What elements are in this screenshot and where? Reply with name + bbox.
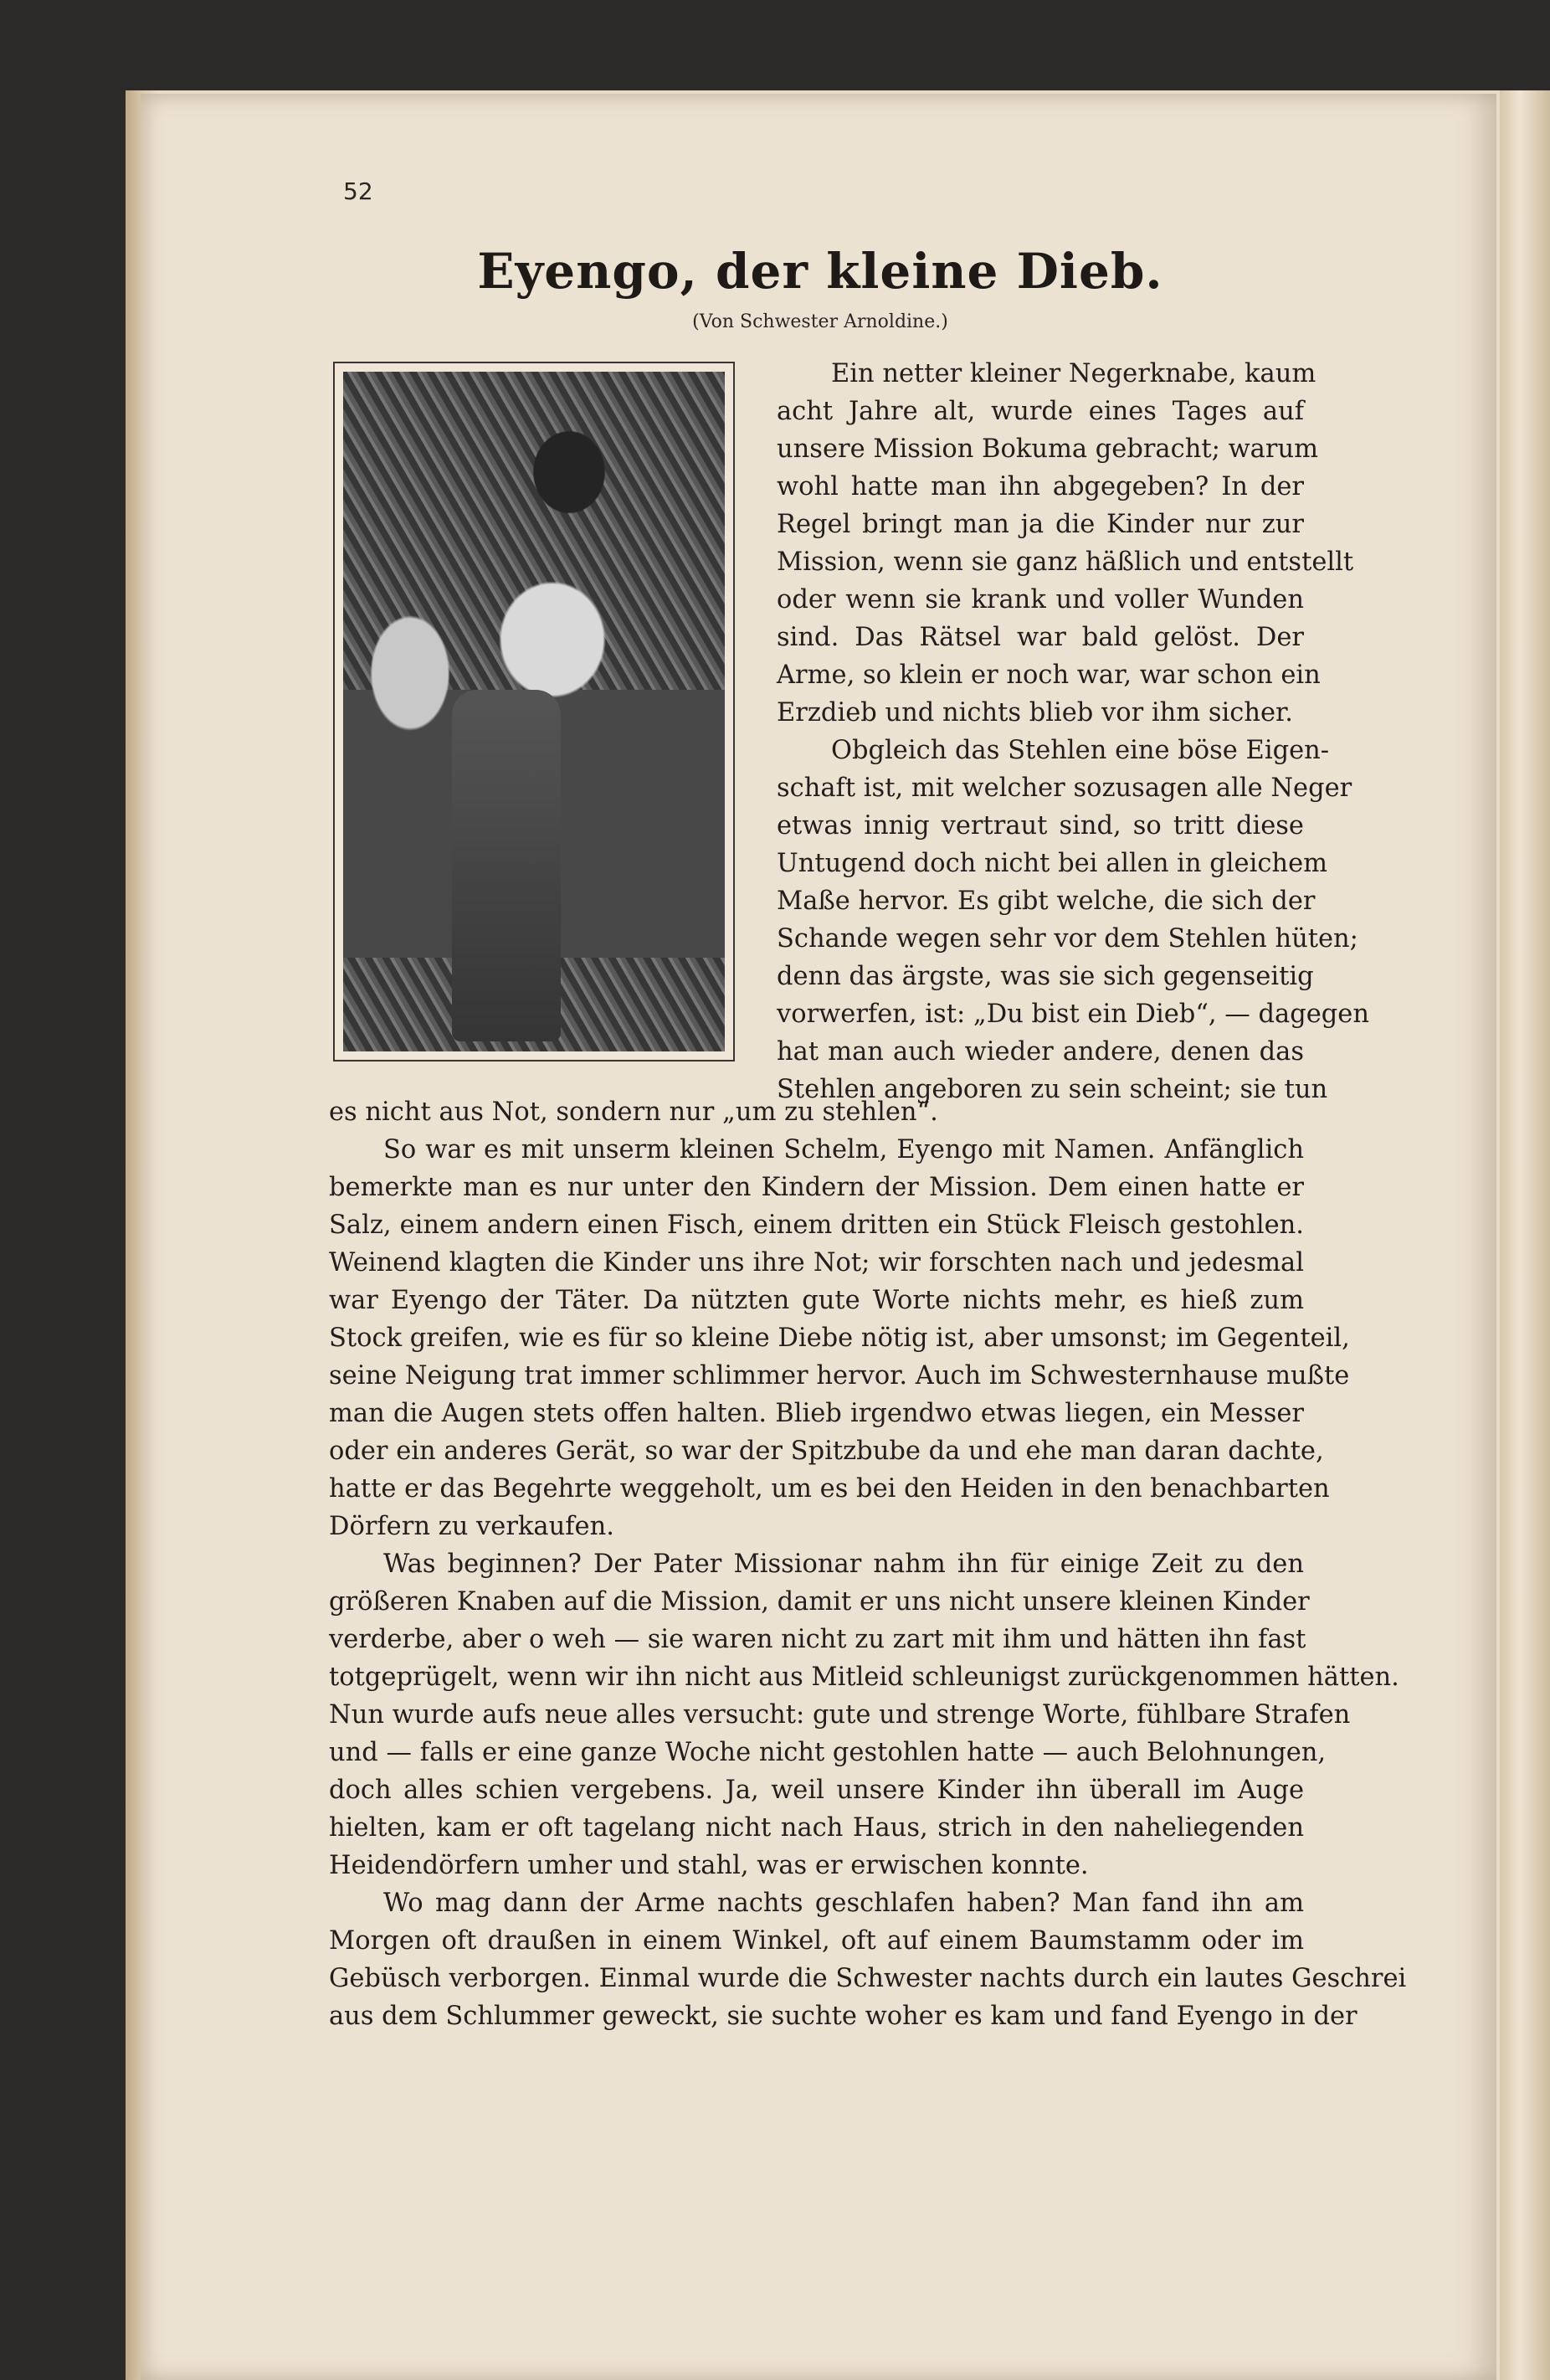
text-line: denn das ärgste, was sie sich gegenseitig — [777, 962, 1314, 991]
text-line: totgeprügelt, wenn wir ihn nicht aus Mitleid schleunigst zurückgenommen hätten. — [329, 1663, 1399, 1692]
text-line: Heidendörfern umher und stahl, was er erwischen konnte. — [329, 1851, 1089, 1880]
next-page-edge — [1500, 90, 1550, 2380]
text-line: Dörfern zu verkaufen. — [329, 1512, 614, 1541]
text-line: Ein netter kleiner Negerknabe, kaum — [831, 359, 1316, 388]
photo-frame — [333, 362, 735, 1061]
text-line: doch alles schien vergebens. Ja, weil unsere Kinder ihn überall im Auge — [329, 1776, 1304, 1805]
text-line: etwas innig vertraut sind, so tritt diese — [777, 811, 1304, 840]
text-line: Stock greifen, wie es für so kleine Diebe nötig ist, aber umsonst; im Gegenteil, — [329, 1324, 1350, 1353]
text-line: war Eyengo der Täter. Da nützten gute Worte nichts mehr, es hieß zum — [329, 1286, 1304, 1315]
text-line: aus dem Schlummer geweckt, sie suchte woher es kam und fand Eyengo in der — [329, 2002, 1358, 2031]
text-line: Was beginnen? Der Pater Missionar nahm ihn für einige Zeit zu den — [383, 1550, 1304, 1579]
text-line: Arme, so klein er noch war, war schon ein — [777, 661, 1321, 690]
text-line: Regel bringt man ja die Kinder nur zur — [777, 510, 1304, 539]
text-line: So war es mit unserm kleinen Schelm, Eyengo mit Namen. Anfänglich — [383, 1135, 1304, 1164]
text-line: Obgleich das Stehlen eine böse Eigen- — [831, 736, 1330, 765]
text-line: Schande wegen sehr vor dem Stehlen hüten; — [777, 924, 1358, 954]
text-line: acht Jahre alt, wurde eines Tages auf — [777, 397, 1304, 426]
text-line: hatte er das Begehrte weggeholt, um es bei den Heiden in den benachbarten — [329, 1474, 1330, 1504]
text-line: größeren Knaben auf die Mission, damit er uns nicht unsere kleinen Kinder — [329, 1587, 1310, 1617]
photograph-of-boy-icon — [343, 372, 725, 1051]
text-line: wohl hatte man ihn abgegeben? In der — [777, 472, 1304, 501]
text-line: Untugend doch nicht bei allen in gleichem — [777, 849, 1328, 878]
text-line: unsere Mission Bokuma gebracht; warum — [777, 434, 1319, 464]
photo-figure — [452, 690, 561, 1041]
text-line: Nun wurde aufs neue alles versucht: gute und strenge Worte, fühlbare Strafen — [329, 1700, 1351, 1730]
text-line: seine Neigung trat immer schlimmer hervor. Auch im Schwesternhause mußte — [329, 1361, 1350, 1390]
article-byline: (Von Schwester Arnoldine.) — [692, 311, 948, 332]
text-line: Stehlen angeboren zu sein scheint; sie tun — [777, 1075, 1328, 1104]
text-line: Weinend klagten die Kinder uns ihre Not; wir forschten nach und jedesmal — [329, 1248, 1304, 1277]
text-line: es nicht aus Not, sondern nur „um zu stehlen“. — [329, 1097, 938, 1127]
text-line: hielten, kam er oft tagelang nicht nach Haus, strich in den naheliegenden — [329, 1813, 1304, 1843]
text-line: Salz, einem andern einen Fisch, einem dritten ein Stück Fleisch gestohlen. — [329, 1211, 1304, 1240]
text-line: schaft ist, mit welcher sozusagen alle Neger — [777, 774, 1352, 803]
text-line: bemerkte man es nur unter den Kindern der Mission. Dem einen hatte er — [329, 1173, 1304, 1202]
text-line: sind. Das Rätsel war bald gelöst. Der — [777, 623, 1304, 652]
text-line: Mission, wenn sie ganz häßlich und entstellt — [777, 547, 1354, 577]
text-line: Maße hervor. Es gibt welche, die sich der — [777, 887, 1316, 916]
text-line: Erzdieb und nichts blieb vor ihm sicher. — [777, 698, 1293, 727]
text-line: Wo mag dann der Arme nachts geschlafen haben? Man fand ihn am — [383, 1889, 1304, 1918]
text-line: oder wenn sie krank und voller Wunden — [777, 585, 1304, 614]
page-number: 52 — [343, 177, 373, 205]
article-title: Eyengo, der kleine Dieb. — [477, 243, 1163, 300]
text-line: vorwerfen, ist: „Du bist ein Dieb“, — dagegen — [777, 1000, 1369, 1029]
text-line: man die Augen stets offen halten. Blieb irgendwo etwas liegen, ein Messer — [329, 1399, 1304, 1428]
text-line: Gebüsch verborgen. Einmal wurde die Schwester nachts durch ein lautes Geschrei — [329, 1964, 1407, 1993]
text-line: und — falls er eine ganze Woche nicht gestohlen hatte — auch Belohnungen, — [329, 1738, 1327, 1767]
text-line: verderbe, aber o weh — sie waren nicht zu zart mit ihm und hätten ihn fast — [329, 1625, 1306, 1654]
text-line: oder ein anderes Gerät, so war der Spitzbube da und ehe man daran dachte, — [329, 1437, 1324, 1466]
text-line: Morgen oft draußen in einem Winkel, oft auf einem Baumstamm oder im — [329, 1926, 1304, 1956]
text-column-right — [777, 355, 1369, 1108]
text-line: hat man auch wieder andere, denen das — [777, 1037, 1304, 1067]
text-column-full — [329, 1093, 1407, 2035]
